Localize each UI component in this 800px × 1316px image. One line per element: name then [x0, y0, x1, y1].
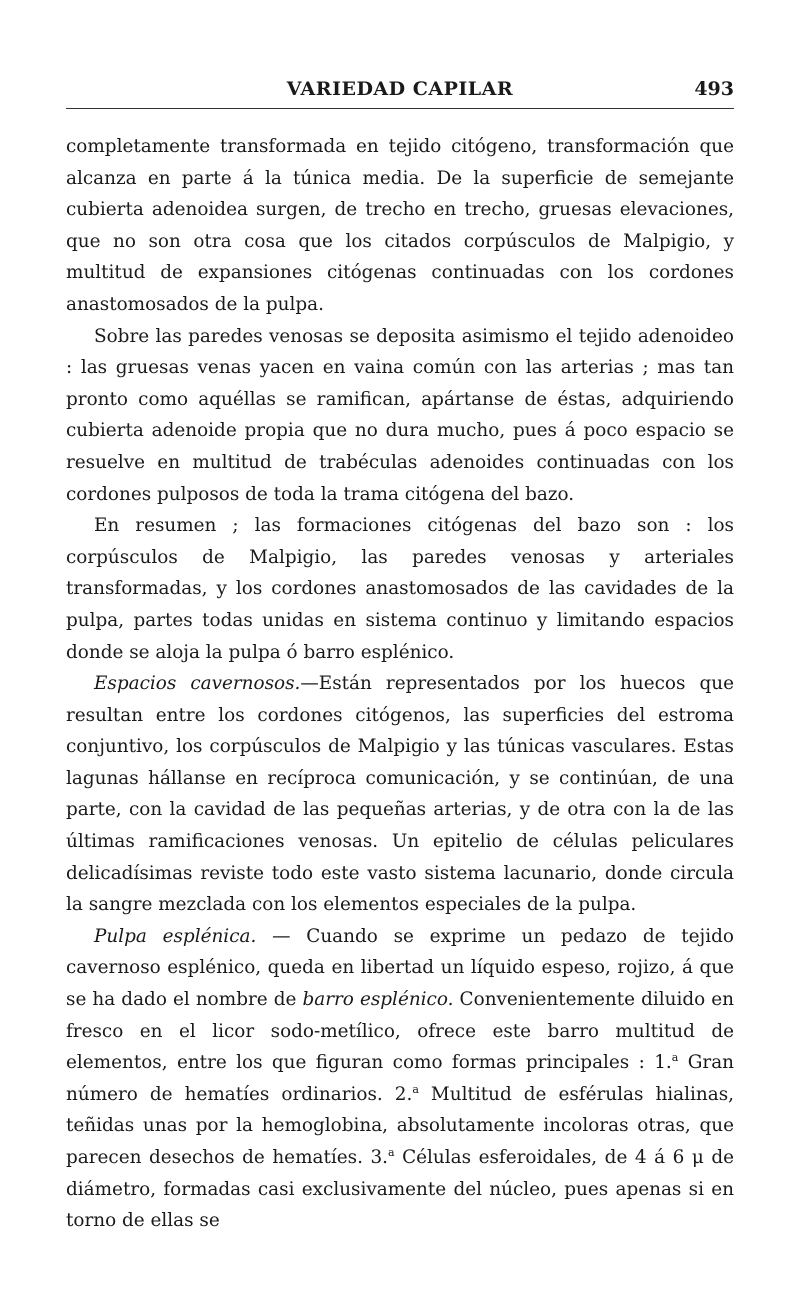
- section-heading-splenic-pulp: Pulpa esplénica.: [94, 925, 257, 947]
- splenic-pulp-text-a: — Cuando se exprime un pedazo de tejido cavernoso esplénico, queda en libertad un líquido espeso, rojizo, á que se ha dado el nombre de: [66, 925, 734, 1011]
- splenic-pulp-text-b: Convenientemente diluido en fresco en el licor sodo-metílico, ofrece este barro multitud de elementos, entre los que figuran como formas principales : 1.: [66, 989, 734, 1074]
- ordinal-sup-1: a: [671, 1051, 679, 1065]
- paragraph-splenic-pulp: [66, 921, 734, 1237]
- splenic-pulp-text-c: Gran número de hematíes ordinarios. 2.: [66, 1052, 735, 1105]
- paragraph-cavernous-spaces-text: —Están representados por los huecos que resultan entre los cordones citógenos, las superficies del estroma conjuntivo, los corpúsculos de Malpigio y las túnicas vasculares. Estas lagunas hállanse en recíproca comunicación, y se continúan, de una parte, con la cavidad de las pequeñas arterias, y de otra con la de las últimas ramificaciones venosas. Un epitelio de células peliculares delicadísimas reviste todo este vasto sistema lacunario, donde circula la sangre mezclada con los elementos especiales de la pulpa.: [66, 673, 734, 916]
- ordinal-sup-2: a: [412, 1082, 419, 1096]
- page-number: 493: [694, 78, 734, 100]
- section-heading-cavernous-spaces: Espacios cavernosos.: [94, 673, 301, 695]
- splenic-pulp-text-e: Células esferoidales, de 4 á 6 μ de diámetro, formadas casi exclusivamente del núcleo, pues apenas si en torno de ellas se: [66, 1147, 734, 1232]
- paragraph-cavernous-spaces: [66, 668, 734, 921]
- running-header: [66, 78, 734, 109]
- page-body: [66, 131, 734, 1237]
- book-page: [66, 78, 734, 1237]
- splenic-pulp-text-d: Multitud de esférulas hialinas, teñidas unas por la hemoglobina, absolutamente incoloras otras, que parecen desechos de hematíes. 3.: [66, 1083, 734, 1168]
- ordinal-sup-3: a: [388, 1145, 395, 1159]
- paragraph-venous-walls: Sobre las paredes venosas se deposita asimismo el tejido adenoideo : las gruesas venas yacen en vaina común con las arterias ; mas tan pronto como aquéllas se ramifican, apártanse de éstas, adquiriendo cubierta adenoide propia que no dura mucho, pues á poco espacio se resuelve en multitud de trabéculas adenoides continuadas con los cordones pulposos de toda la trama citógena del bazo.: [66, 325, 734, 505]
- running-title: VARIEDAD CAPILAR: [286, 78, 514, 100]
- paragraph-continuation: completamente transformada en tejido citógeno, transformación que alcanza en parte á la túnica media. De la superficie de semejante cubierta adenoidea surgen, de trecho en trecho, gruesas elevaciones, que no son otra cosa que los citados corpúsculos de Malpigio, y multitud de expansiones citógenas continuadas con los cordones anastomosados de la pulpa.: [66, 136, 734, 315]
- paragraph-summary: En resumen ; las formaciones citógenas del bazo son : los corpúsculos de Malpigio, las paredes venosas y arteriales transformadas, y los cordones anastomosados de las cavidades de la pulpa, partes todas unidas en sistema continuo y limitando espacios donde se aloja la pulpa ó barro esplénico.: [66, 515, 734, 663]
- term-splenic-mud: barro esplénico.: [302, 989, 454, 1011]
